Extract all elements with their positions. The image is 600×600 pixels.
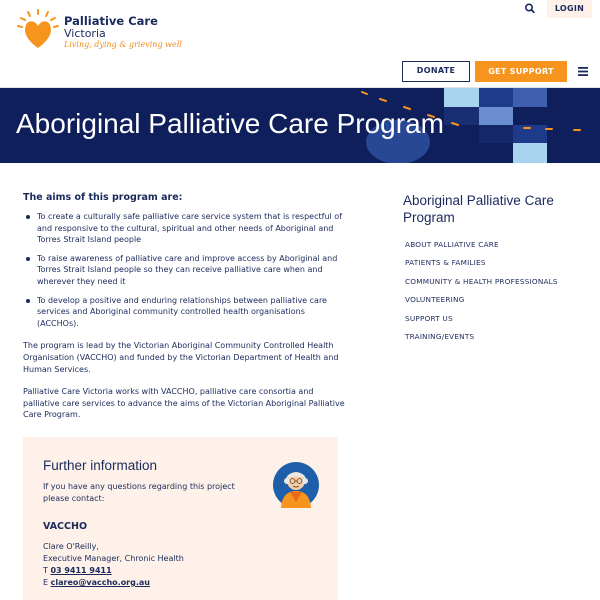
aim-text: To raise awareness of palliative care and improve access by Aboriginal and Torres Strait Island people so they can receive palliative care when and wherever they need it: [37, 253, 338, 286]
aim-text: To create a culturally safe palliative care service system that is respectful of and responsive to the cultural, spiritual and other needs of Aboriginal and Torres Strait Island people: [37, 212, 342, 245]
sidebar-item-volunteering[interactable]: VOLUNTEERING: [405, 295, 465, 305]
list-item: [23, 295, 345, 330]
info-title: Further information: [43, 458, 158, 473]
partnership-paragraph: Palliative Care Victoria works with VACCHO, palliative care consortia and palliative care services to advance the aims of the Victorian Aboriginal Palliative Care Program.: [23, 387, 345, 420]
menu-button[interactable]: [571, 61, 595, 82]
list-item: [23, 211, 345, 246]
sidebar-item-training-events[interactable]: TRAINING/EVENTS: [405, 331, 475, 341]
main-content: [23, 192, 345, 421]
contact-role: Executive Manager, Chronic Health: [43, 554, 184, 563]
heart-logo-icon: [16, 8, 60, 52]
page-title: Aboriginal Palliative Care Program: [16, 108, 444, 139]
aims-list: [23, 211, 345, 329]
hamburger-menu-icon: [571, 61, 595, 82]
sidebar-title: Aboriginal Palliative Care Program: [403, 193, 554, 225]
bullet-icon: [26, 215, 30, 219]
page-banner: [0, 88, 600, 163]
search-icon: [520, 0, 540, 18]
email-link[interactable]: clareo@vaccho.org.au: [50, 578, 150, 587]
sidebar-item-support-us[interactable]: SUPPORT US: [405, 313, 453, 323]
sidebar-item-patients-families[interactable]: PATIENTS & FAMILIES: [405, 258, 486, 268]
contact-email-row: [43, 578, 150, 587]
sidebar-item-about-palliative-care[interactable]: ABOUT PALLIATIVE CARE: [405, 240, 499, 249]
program-lead-paragraph: The program is lead by the Victorian Aboriginal Community Controlled Health Organisation (VACCHO) and funded by the Victorian Department of Health and Human Services.: [23, 341, 339, 374]
email-prefix: E: [43, 578, 49, 587]
avatar: [273, 462, 319, 508]
site-header: [0, 0, 600, 88]
sidebar-item-community-health-professionals[interactable]: COMMUNITY & HEALTH PROFESSIONALS: [405, 276, 558, 286]
bullet-icon: [26, 257, 30, 261]
org-name: VACCHO: [43, 521, 88, 532]
logo-subtitle: Victoria: [64, 27, 106, 40]
search-button[interactable]: [520, 0, 540, 18]
aims-heading: The aims of this program are:: [23, 192, 183, 203]
bullet-icon: [26, 299, 30, 303]
list-item: [23, 253, 345, 288]
aim-text: To develop a positive and enduring relationships between palliative care services and Aboriginal community controlled health organisations (ACCHOs).: [37, 295, 327, 328]
logo-tagline: Living, dying & grieving well: [64, 40, 182, 49]
phone-prefix: T: [43, 566, 48, 575]
sidebar-nav: [403, 192, 593, 350]
donate-button[interactable]: DONATE: [402, 61, 470, 82]
logo-title: Palliative Care: [64, 14, 158, 28]
site-logo[interactable]: [16, 8, 182, 52]
info-text: If you have any questions regarding this project please contact:: [43, 482, 235, 503]
phone-link[interactable]: 03 9411 9411: [50, 566, 112, 575]
further-info-box: [23, 437, 338, 600]
contact-name: Clare O'Reilly,: [43, 542, 99, 551]
login-button[interactable]: LOGIN: [547, 0, 592, 18]
get-support-button[interactable]: GET SUPPORT: [475, 61, 567, 82]
contact-phone-row: [43, 566, 112, 575]
